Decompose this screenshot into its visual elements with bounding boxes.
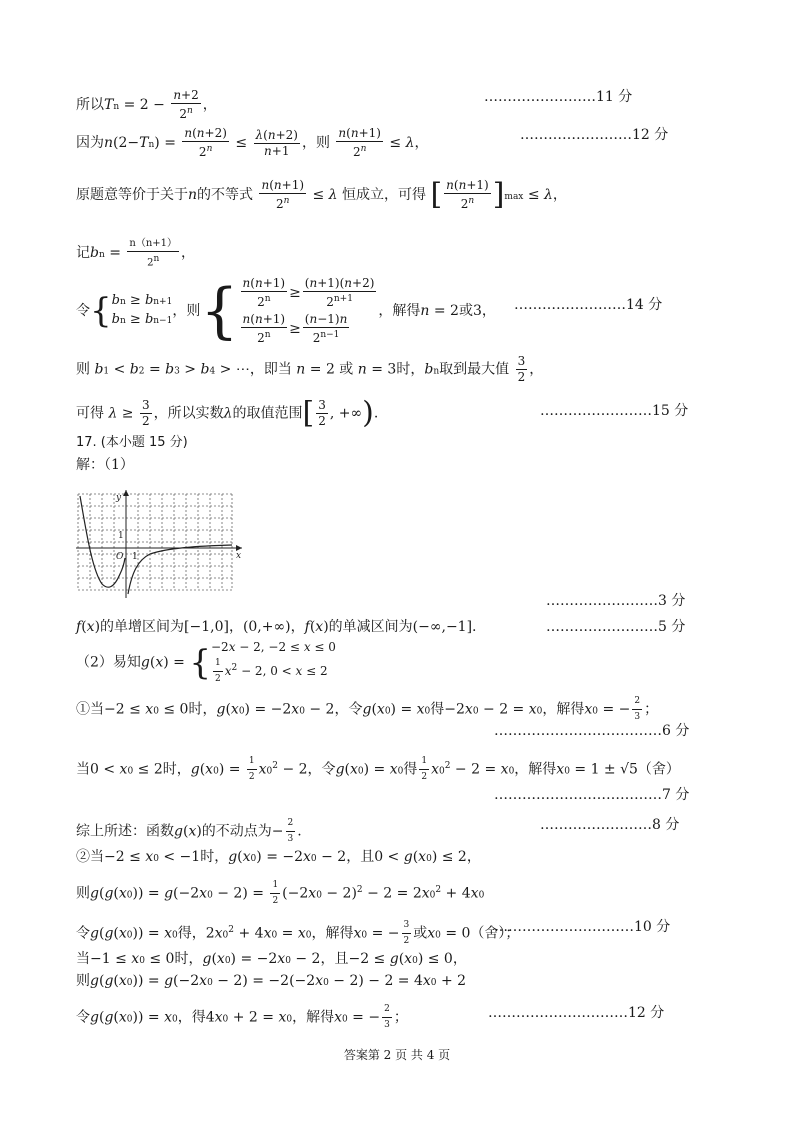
line-system: 令{ bn ≥ bn+1 bn ≥ bn−1 ，则{ $\frac{n(n+1)}{2^n}$ ≥ $\frac{(n+1)(n+2)}{2^{n+1}}$ $\frac{n(n+1)}{2^n}$ ≥ $\frac{(n-1)n}{2^{n-1}}$ ，解得n = 2或3， (76, 276, 496, 346)
graph-y-label: y (116, 493, 122, 503)
line-g-def: （2）易知g(x) = { −2x − 2, −2 ≤ x ≤ 0 $\frac{1}{2}$ $x^2 - 2$, 0 < x ≤ 2 (76, 640, 336, 684)
score-6: ………………………………6 分 (494, 723, 690, 739)
line-case3-solve: 令g(g(x0)) = x0，得4x0 + 2 = x0，解得x0 = − $\frac{2}{3}$ ； (76, 1004, 408, 1030)
line-bn-def: 记bn = $\frac{n(n+1)}{2^n}$ ， (76, 238, 196, 269)
line-summary: 综上所述：函数g(x)的不动点为− $\frac{2}{3}$ . (76, 818, 302, 844)
line-case1: ①当−2 ≤ x0 ≤ 0时，g(x0) = −2x0 − 2，令g(x0) = x0得−2x0 − 2 = x0，解得x0 = − $\frac{2}{3}$ ； (76, 696, 659, 722)
score-11: ……………………11 分 (484, 89, 633, 105)
line-case3: 当−1 ≤ x0 ≤ 0时，g(x0) = −2x0 − 2，且−2 ≤ g(x0) ≤ 0， (76, 951, 467, 967)
page-footer: 答案第 2 页 共 4 页 (343, 1048, 451, 1062)
line-case2-compose: 则g(g(x0)) = g(−2x0 − 2) = $\frac{1}{2}$ $(-2x0 - 2)^2 - 2 = 2x0^2 + 4x0$ (76, 880, 485, 906)
line-case1b: 当0 < x0 ≤ 2时，g(x0) = $\frac{1}{2}$ $x0^2 - 2$，令g(x0) = x0得 $\frac{1}{2}$ $x0^2 - 2 = x0$，解得x0 = 1 ± √5（舍） (76, 756, 680, 782)
graph-one-y: 1 (118, 531, 124, 541)
line-max: 则 b1 < b2 = b3 > b4 > ⋯，即当 n = 2 或 n = 3时，bn取到最大值 $\frac{3}{2}$ ， (76, 354, 544, 384)
line-case2-solve: 令g(g(x0)) = x0得，$2x0^2 + 4x0 = x0$，解得x0 = − $\frac{3}{2}$ 或x0 = 0（舍）； (76, 920, 520, 946)
score-10: …………………………10 分 (494, 919, 671, 935)
graph-one-x: 1 (132, 552, 138, 562)
score-3: ……………………3 分 (546, 593, 686, 609)
line-intervals: f(x)的单增区间为[−1,0]，(0,+∞)，f(x)的单减区间为(−∞,−1]. (76, 619, 477, 635)
score-12b: …………………………12 分 (488, 1005, 665, 1021)
solution-part1-label: 解：（1） (76, 457, 134, 473)
problem-17-title: 17. (本小题 15 分) (76, 435, 188, 450)
score-7: ………………………………7 分 (494, 787, 690, 803)
line-case3-compose: 则g(g(x0)) = g(−2x0 − 2) = −2(−2x0 − 2) − 2 = 4x0 + 2 (76, 973, 467, 989)
graph-origin-label: O (116, 552, 124, 562)
score-15: ……………………15 分 (540, 403, 689, 419)
line-case2: ②当−2 ≤ x0 < −1时，g(x0) = −2x0 − 2，且0 < g(x0) ≤ 2， (76, 849, 481, 865)
line-equivalent: 原题意等价于关于n的不等式 $\frac{n(n+1)}{2^n}$ ≤ λ 恒成立，可得 [ $\frac{n(n+1)}{2^n}$ ]max ≤ λ， (76, 177, 567, 212)
score-5: ……………………5 分 (546, 619, 686, 635)
score-8: ……………………8 分 (540, 817, 680, 833)
function-graph (76, 490, 246, 600)
line-inequality: 因为n(2−Tn) = $\frac{n(n+2)}{2^n}$ ≤ $\frac{\lambda(n+2)}{n+1}$ ，则 $\frac{n(n+1)}{2^n}$ ≤ λ， (76, 126, 429, 159)
line-range: 可得 λ ≥ $\frac{3}{2}$ ，所以实数λ的取值范围[ $\frac{3}{2}$ , +∞). (76, 395, 379, 431)
curve-left (80, 496, 125, 587)
curve-right (128, 545, 232, 594)
score-12: ……………………12 分 (520, 127, 669, 143)
score-14: ……………………14 分 (514, 297, 663, 313)
graph-x-label: x (236, 551, 242, 561)
line-tn-result: 所以Tn = 2 − $\frac{n+2}{2^n}$ ， (76, 88, 217, 121)
